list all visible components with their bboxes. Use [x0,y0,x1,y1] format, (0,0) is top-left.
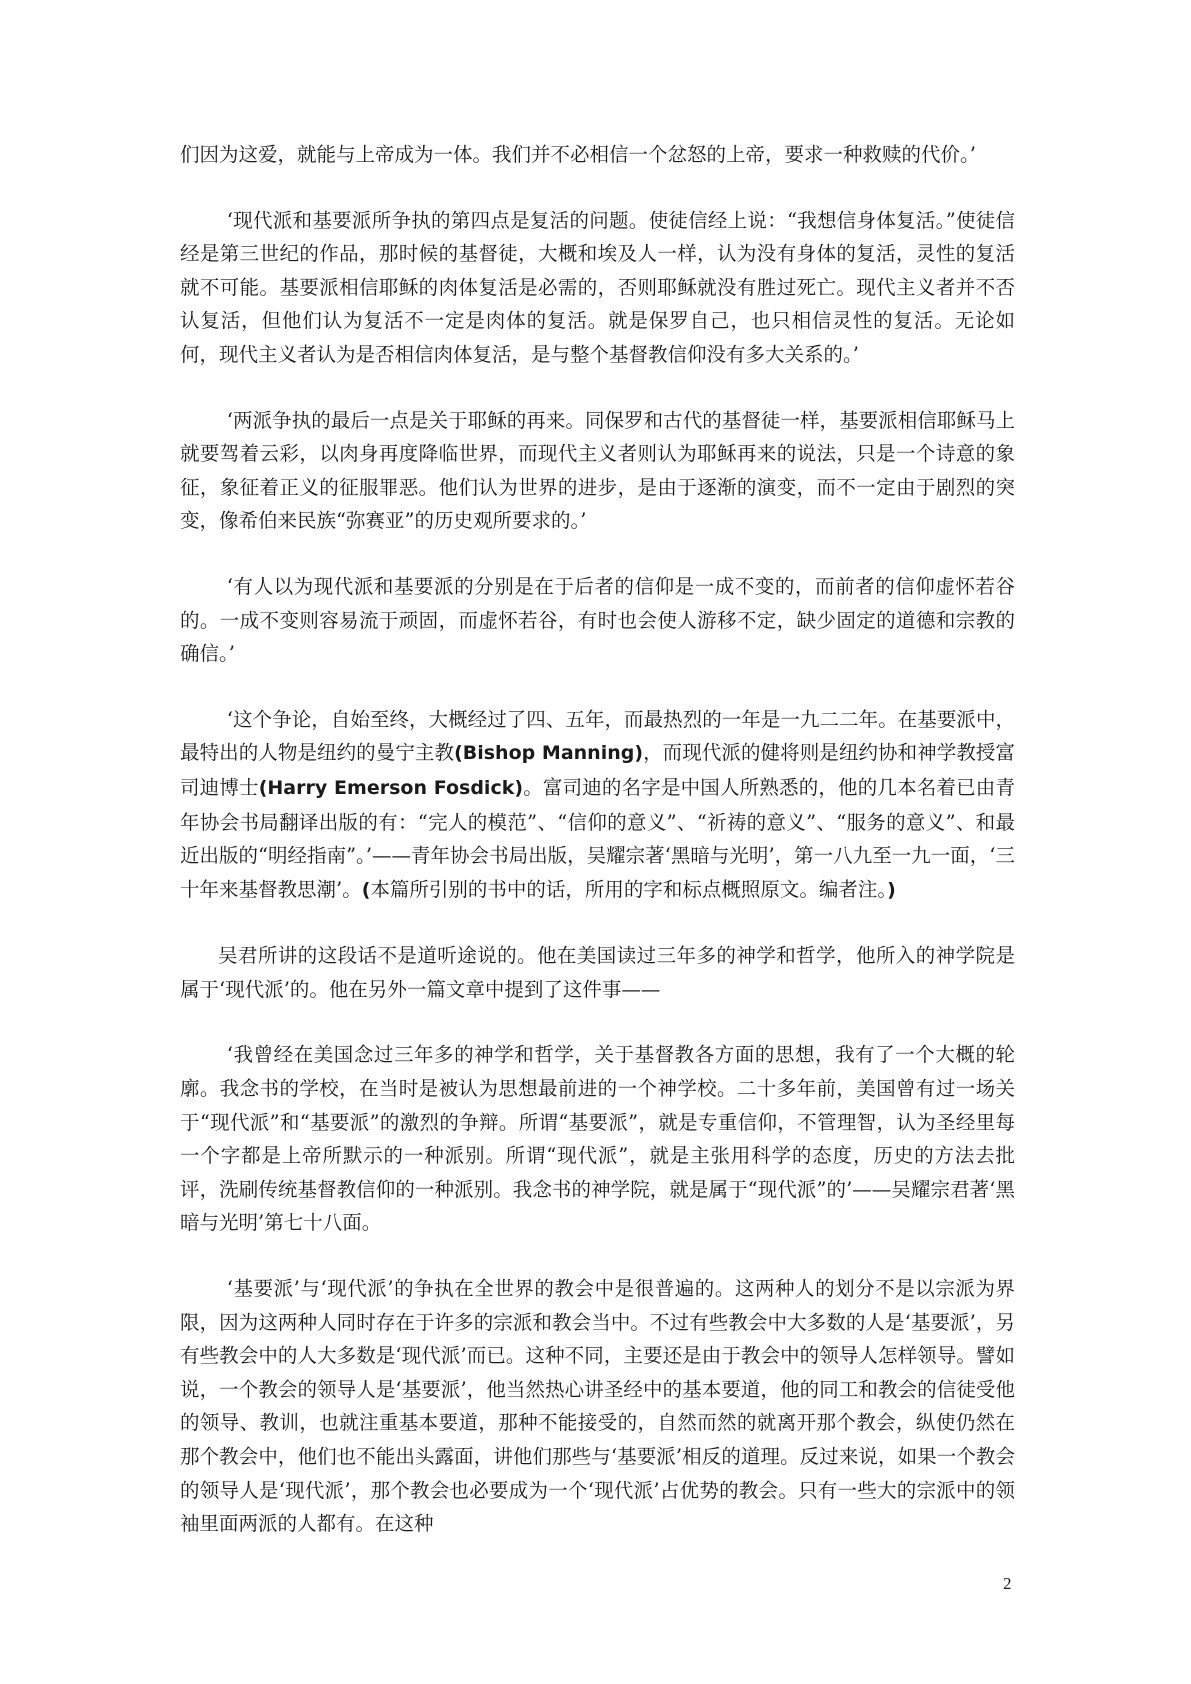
paragraph-controversy [180,703,1015,908]
paragraph-distinction: ‘有人以为现代派和基要派的分别是在于后者的信仰是一成不变的，而前者的信仰虚怀若谷的。一成不变则容易流于顽固，而虚怀若谷，有时也会使人游移不定，缺少固定的道德和宗教的确信。’ [180,574,1015,666]
paragraph-continuation: 们因为这爱，就能与上帝成为一体。我们并不必相信一个忿怒的上帝，要求一种救赎的代价。’ [180,143,976,166]
text-segment: ‘这个争论，自始至终，大概经过了四、五年，而最热烈的一年是一九二二年。在基要派中，最特出的人物是纽约的曼宁主教 [180,707,1015,765]
page-number: 2 [1003,1574,1012,1593]
editor-note: 本篇所引别的书中的话，所用的字和标点概照原文。编者注。 [370,877,888,901]
document-body [180,138,1015,1541]
english-name-fosdick: (Harry Emerson Fosdick) [258,776,524,799]
editor-note-close-paren: ) [887,878,896,901]
paragraph-author-commentary: 吴君所讲的这段话不是道听途说的。他在美国读过三年多的神学和哲学，他所入的神学院是属于‘现代派’的。他在另外一篇文章中提到了这件事—— [180,944,1015,1001]
editor-note-open-paren: ( [361,878,371,901]
paragraph-second-coming: ‘两派争执的最后一点是关于耶稣的再来。同保罗和古代的基督徒一样，基要派相信耶稣马上就要驾着云彩，以肉身再度降临世界，而现代主义者则认为耶稣再来的说法，只是一个诗意的象征，象征着正义的征服罪恶。他们认为世界的进步，是由于逐渐的演变，而不一定由于剧烈的突变，像希伯来民族“弥赛亚”的历史观所要求的。’ [180,408,1015,533]
paragraph-church-division: ‘基要派’与‘现代派’的争执在全世界的教会中是很普遍的。这两种人的划分不是以宗派为界限，因为这两种人同时存在于许多的宗派和教会当中。不过有些教会中大多数的人是‘基要派’，另有些教会中的人大多数是‘现代派’而已。这种不同，主要还是由于教会中的领导人怎样领导。譬如说，一个教会的领导人是‘基要派’，他当然热心讲圣经中的基本要道，他的同工和教会的信徒受他的领导、教训，也就注重基本要道，那种不能接受的，自然而然的就离开那个教会，纵使仍然在那个教会中，他们也不能出头露面，讲他们那些与‘基要派’相反的道理。反过来说，如果一个教会的领导人是‘现代派’，那个教会也必要成为一个‘现代派’占优势的教会。只有一些大的宗派中的领袖里面两派的人都有。在这种 [180,1277,1015,1536]
paragraph-resurrection: ‘现代派和基要派所争执的第四点是复活的问题。使徒信经上说：“我想信身体复活。”使徒信经是第三世纪的作品，那时候的基督徒，大概和埃及人一样，认为没有身体的复活，灵性的复活就不可能。基要派相信耶稣的肉体复活是必需的，否则耶稣就没有胜过死亡。现代主义者并不否认复活，但他们认为复活不一定是肉体的复活。就是保罗自己，也只相信灵性的复活。无论如何，现代主义者认为是否相信肉体复活，是与整个基督教信仰没有多大关系的。’ [180,208,1015,366]
english-name-bishop-manning: (Bishop Manning) [454,742,644,765]
text-segment: 。富司迪的名字是中国人所熟悉的，他的几本名着已由青年协会书局翻译出版的有：“完人的模范”、“信仰的意义”、“祈祷的意义”、“服务的意义”、和最近出版的“明经指南”。’——青年协会书局出版，吴耀宗著‘黑暗与光明’，第一八九至一九一面，‘三十年来基督教思潮’。 [180,775,1015,901]
text-segment: ，而现代派的健将则是纽约协和神学教授富司迪博士 [180,741,1015,799]
paragraph-quote-seminary: ‘我曾经在美国念过三年多的神学和哲学，关于基督教各方面的思想，我有了一个大概的轮廓。我念书的学校，在当时是被认为思想最前进的一个神学校。二十多年前，美国曾有过一场关于“现代派”和“基要派”的激烈的争辩。所谓“基要派”，就是专重信仰，不管理智，认为圣经里每一个字都是上帝所默示的一种派别。所谓“现代派”，就是主张用科学的态度，历史的方法去批评，洗刷传统基督教信仰的一种派别。我念书的神学院，就是属于“现代派”的’——吴耀宗君著‘黑暗与光明’第七十八面。 [180,1043,1015,1235]
